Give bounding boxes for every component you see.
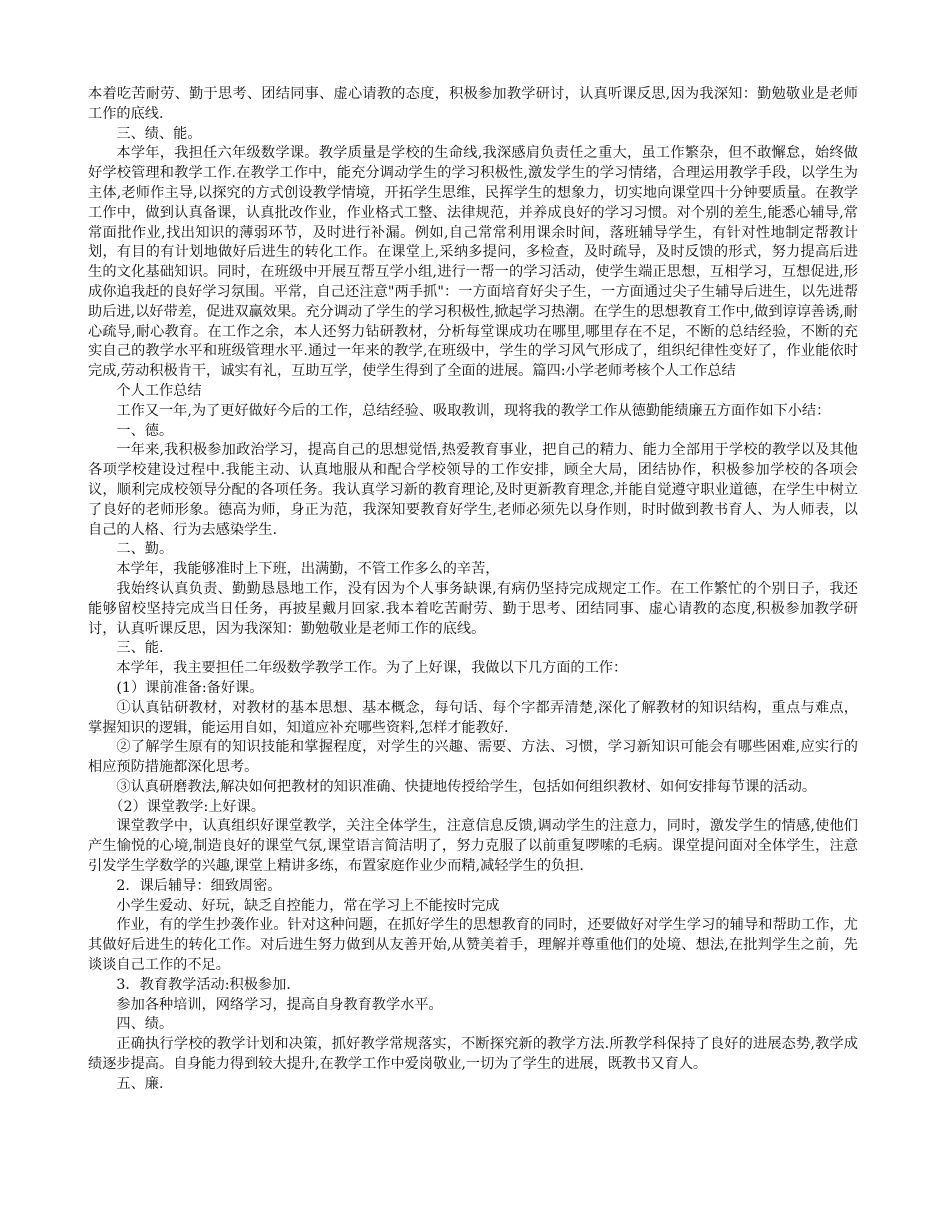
paragraph-de: 一年来,我积极参加政治学习，提高自己的思想觉悟,热爱教育事业，把自己的精力、能力全部用于学校的教学以及其他各项学校建设过程中.我能主动、认真地服从和配合学校领导的工作安排，顾全大局，团结协作，积极参加学校的各项会议，顺利完成校领导分配的各项任务。我认真学习新的教育理论,及时更新教育理念,并能自觉遵守职业道德，在学生中树立了良好的老师形象。德高为师，身正为范，我深知要教育好学生,老师必须先以身作则，时时做到教书育人、为人师表，以自己的人格、行为去感染学生. [88,442,858,538]
heading-ji: 四、绩。 [116,1016,174,1033]
paragraph-qin-1: 本学年，我能够准时上下班，出满勤，不管工作多么的辛苦， [116,561,500,578]
paragraph-1: 本着吃苦耐劳、勤于思考、团结同事、虚心请教的态度，积极参加教学研讨，认真听课反思,因为我深知：勤勉敬业是老师工作的底线. [88,86,858,122]
paragraph-neng-intro: 本学年，我主要担任二年级数学教学工作。为了上好课，我做以下几方面的工作： [116,660,628,677]
paragraph-ji: 正确执行学校的教学计划和决策，抓好教学常规落实，不断探究新的教学方法.所教学科保持了良好的进展态势,教学成绩逐步提高。自身能力得到较大提升,在教学工作中爱岗敬业,一切为了学生的进展，既教书又育人。 [88,1036,858,1073]
paragraph-activities: 参加各种培训，网络学习，提高自身教育教学水平。 [116,996,443,1013]
paragraph-qin-2: 我始终认真负责、勤勤恳恳地工作，没有因为个人事务缺课,有病仍坚持完成规定工作。在工作繁忙的个别日子，我还能够留校坚持完成当日任务，再披星戴月回家.我本着吃苦耐劳、勤于思考、团结同事、虚心请教的态度,积极参加教学研讨，认真听课反思，因为我深知：勤勉敬业是老师工作的底线。 [88,580,858,637]
list-item-teaching-methods: ③认真研磨教法,解决如何把教材的知识准确、快捷地传授给学生，包括如何组织教材、如何安排每节课的活动。 [116,778,817,795]
paragraph-after-class-2: 作业，有的学生抄袭作业。针对这种问题，在抓好学生的思想教育的同时，还要做好对学生学习的辅导和帮助工作，尤其做好后进生的转化工作。对后进生努力做到从友善开始,从赞美着手，理解并尊重他们的处境、想法,在批判学生之前，先谈谈自己工作的不足。 [88,917,858,974]
subheading-classroom-teaching: （2）课堂教学:上好课。 [109,798,265,815]
heading-qin: 二、勤。 [116,541,174,558]
subheading-after-class: 2．课后辅导：细致周密。 [116,877,282,894]
heading-lian: 五、廉. [116,1075,164,1092]
subheading-lesson-prep: (1）课前准备:备好课。 [116,679,264,696]
subheading-activities: 3．教育教学活动:积极参加. [116,976,291,993]
heading-neng: 三、能. [116,640,164,657]
paragraph-after-class-1: 小学生爱动、好玩，缺乏自控能力，常在学习上不能按时完成 [116,897,500,914]
paragraph-grade6-math: 本学年，我担任六年级数学课。教学质量是学校的生命线,我深感肩负责任之重大，虽工作繁杂，但不敢懈怠，始终做好学校管理和教学工作.在教学工作中，能充分调动学生的学习积极性,激发学生的学习情绪，合理运用教学手段，以学生为主体,老师作主导,以探究的方式创设教学情境，开拓学生思维，民挥学生的想象力，切实地向课堂四十分钟要质量。在教学工作中，做到认真备课，认真批改作业，作业格式工整、法律规范，并养成良好的学习习惯。对个别的差生,能悉心辅导,常常面批作业,找出知识的薄弱环节，及时进行补漏。例如,自己常常利用课余时间，落班辅导学生，有针对性地制定帮教计划，有目的有计划地做好后进生的转化工作。在课堂上,采纳多提问，多检查，及时疏导，及时反馈的形式，努力提高后进生的文化基础知识。同时，在班级中开展互帮互学小组,进行一帮一的学习活动，使学生端正思想，互相学习，互想促进,形成你追我赶的良好学习氛围。平常，自己还注意"两手抓"：一方面培育好尖子生，一方面通过尖子生辅导后进生，以先进帮助后进,以好带差，促进双赢效果。充分调动了学生的学习积极性,掀起学习热潮。在学生的思想教育工作中,做到谆谆善诱,耐心疏导,耐心教育。在工作之余，本人还努力钻研教材，分析每堂课成功在哪里,哪里存在不足，不断的总结经验，不断的充实自己的教学水平和班级管理水平.通过一年来的教学,在班级中，学生的学习风气形成了，组织纪律性变好了，作业能依时完成,劳动积极肯干，诚实有礼，互助互学，使学生得到了全面的进展。篇四:小学老师考核个人工作总结 [88,145,858,380]
heading-personal-summary: 个人工作总结 [116,382,202,399]
list-item-study-materials: ①认真钻研教材，对教材的基本思想、基本概念，每句话、每个字都弄清楚,深化了解教材的知识结构，重点与难点，掌握知识的逻辑，能运用自如，知道应补充哪些资料,怎样才能教好. [88,699,858,736]
heading-de: 一、德。 [116,422,174,439]
list-item-understand-students: ②了解学生原有的知识技能和掌握程度，对学生的兴趣、需要、方法、习惯，学习新知识可能会有哪些困难,应实行的相应预防措施都深化思考。 [88,739,858,776]
document-body [88,85,858,1095]
heading-ji-neng: 三、绩、能。 [116,125,202,142]
paragraph-intro: 工作又一年,为了更好做好今后的工作，总结经验、吸取教训，现将我的教学工作从德勤能绩廉五方面作如下小结： [116,402,831,419]
paragraph-classroom-teaching: 课堂教学中，认真组织好课堂教学，关注全体学生，注意信息反馈,调动学生的注意力，同时，激发学生的情感,使他们产生愉悦的心境,制造良好的课堂气氛,课堂语言简洁明了，努力克服了以前重复啰嗦的毛病。课堂提问面对全体学生，注意引发学生学数学的兴趣,课堂上精讲多练，布置家庭作业少而精,减轻学生的负担. [88,818,858,875]
